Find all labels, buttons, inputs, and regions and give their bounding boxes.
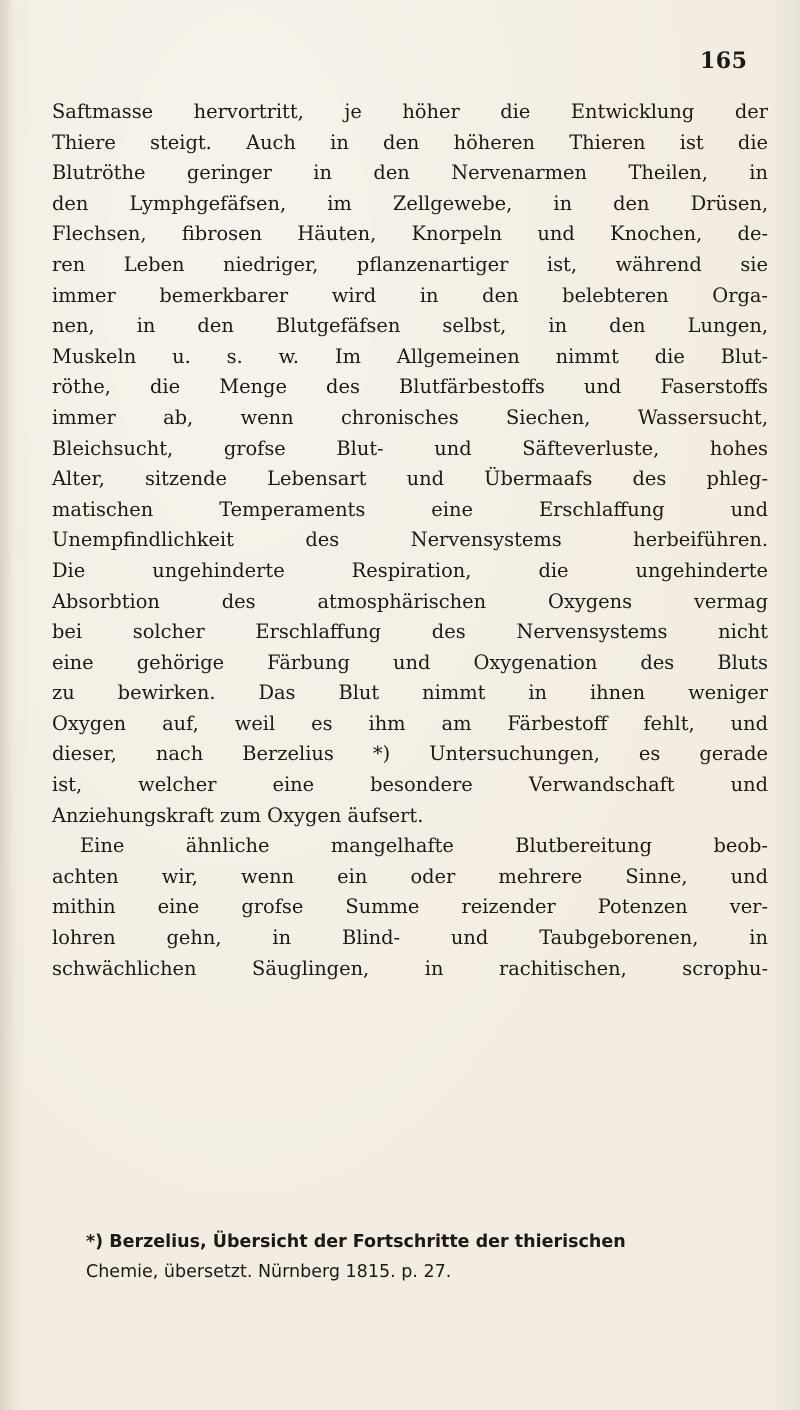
body-line: Unempfindlichkeit des Nervensystems herbeiführen.: [52, 528, 768, 552]
body-line: mithin eine grofse Summe reizender Potenzen ver-: [52, 895, 768, 919]
body-line: matischen Temperaments eine Erschlaffung und: [52, 497, 768, 521]
body-line: Absorbtion des atmosphärischen Oxygens vermag: [52, 589, 768, 613]
body-line: Thiere steigt. Auch in den höheren Thieren ist die: [52, 130, 768, 154]
body-line: Flechsen, fibrosen Häuten, Knorpeln und Knochen, de-: [52, 222, 768, 246]
body-line: ist, welcher eine besondere Verwandschaft und: [52, 773, 768, 797]
body-line: Oxygen auf, weil es ihm am Färbestoff fehlt, und: [52, 711, 768, 735]
body-line: Blutröthe geringer in den Nervenarmen Theilen, in: [52, 161, 768, 185]
body-line: achten wir, wenn ein oder mehrere Sinne, und: [52, 864, 768, 888]
body-line: röthe, die Menge des Blutfärbestoffs und Faserstoffs: [52, 375, 768, 399]
body-line-paragraph-end: Anziehungskraft zum Oxygen äufsert.: [52, 803, 424, 827]
body-line: eine gehörige Färbung und Oxygenation des Bluts: [52, 650, 768, 674]
body-line: lohren gehn, in Blind- und Taubgeborenen, in: [52, 926, 768, 950]
body-line: immer bemerkbarer wird in den belebteren Orga-: [52, 283, 768, 307]
body-line: immer ab, wenn chronisches Siechen, Wassersucht,: [52, 405, 768, 429]
body-line: bei solcher Erschlaffung des Nervensystems nicht: [52, 620, 768, 644]
body-line: Alter, sitzende Lebensart und Übermaafs des phleg-: [52, 467, 768, 491]
page-number: 165: [700, 48, 748, 74]
footnote: [52, 1227, 768, 1287]
body-line: Die ungehinderte Respiration, die ungehinderte: [52, 558, 768, 582]
body-line: Saftmasse hervortritt, je höher die Entwicklung der: [52, 100, 768, 123]
body-text: [52, 97, 768, 984]
body-line: den Lymphgefäfsen, im Zellgewebe, in den Drüsen,: [52, 191, 768, 215]
page-gutter-shadow: [0, 0, 14, 1410]
body-line: Muskeln u. s. w. Im Allgemeinen nimmt die Blut-: [52, 344, 768, 368]
body-line-paragraph-start: Eine ähnliche mangelhafte Blutbereitung beob-: [80, 834, 768, 858]
body-line: ren Leben niedriger, pflanzenartiger ist, während sie: [52, 252, 768, 276]
body-line: Bleichsucht, grofse Blut- und Säfteverluste, hohes: [52, 436, 768, 460]
body-line: nen, in den Blutgefäfsen selbst, in den Lungen,: [52, 314, 768, 338]
body-line: zu bewirken. Das Blut nimmt in ihnen weniger: [52, 681, 768, 705]
body-line: schwächlichen Säuglingen, in rachitischen, scrophu-: [52, 956, 768, 980]
footnote-line: *) Berzelius, Übersicht der Fortschritte der thierischen: [86, 1232, 626, 1252]
footnote-line: Chemie, übersetzt. Nürnberg 1815. p. 27.: [86, 1262, 452, 1282]
body-line: dieser, nach Berzelius *) Untersuchungen, es gerade: [52, 742, 768, 766]
